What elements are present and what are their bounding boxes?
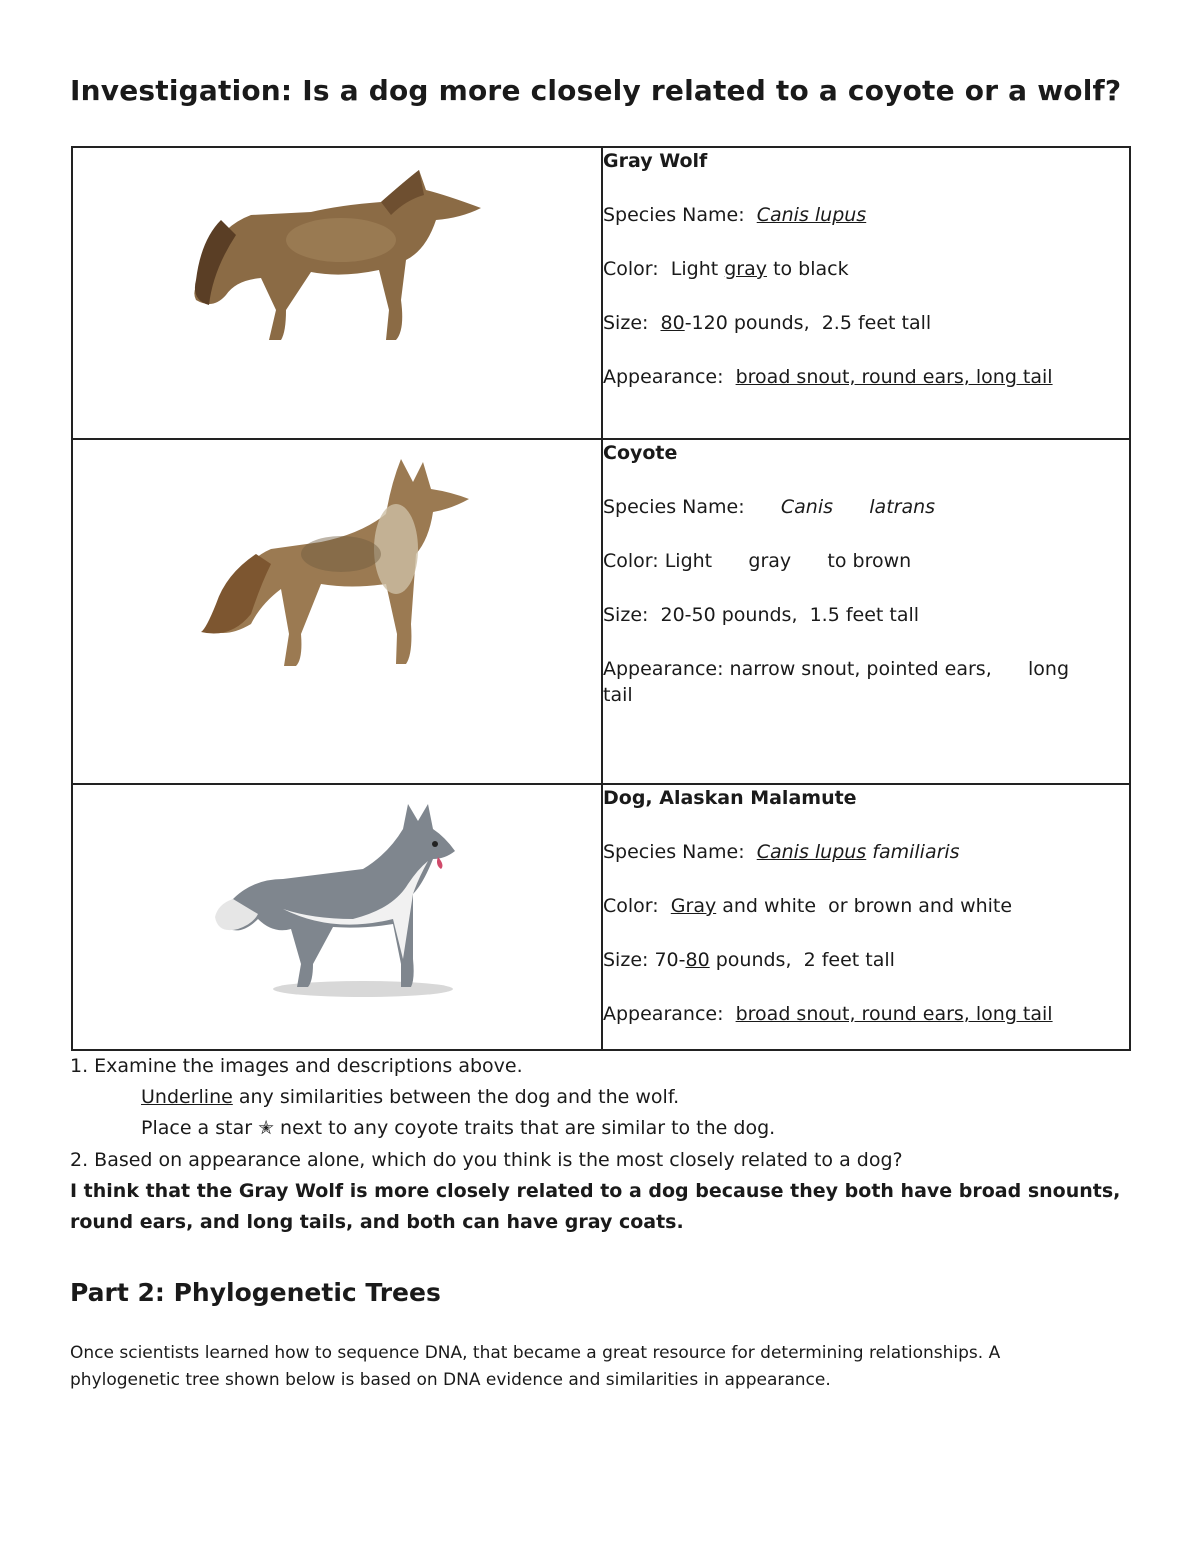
dog-color-underlined: Gray [670,895,717,917]
dog-illustration [213,799,463,999]
coyote-species-label: Species Name: [603,496,745,518]
animal-comparison-table [71,146,1131,1051]
coyote-species-genus: Canis [780,496,834,518]
page-title: Investigation: Is a dog more closely related to a coyote or a wolf? [70,74,1122,107]
wolf-appearance-line [603,364,1129,390]
wolf-description [602,147,1130,439]
dog-description [602,784,1130,1050]
coyote-description [602,439,1130,784]
coyote-appearance-tail2: tail [603,684,633,706]
table-row-dog [72,784,1130,1050]
wolf-name: Gray Wolf [603,150,708,172]
coyote-appearance-text: Appearance: narrow snout, pointed ears, [603,658,992,680]
wolf-image-cell [72,147,602,439]
coyote-appearance-line [603,656,1129,682]
coyote-species-line [603,494,1129,520]
wolf-color-pre: Light [670,258,719,280]
dog-name: Dog, Alaskan Malamute [603,787,857,809]
question-1a-rest: any similarities between the dog and the wolf. [238,1086,680,1108]
wolf-size-line [603,310,1129,336]
wolf-size-underlined: 80 [660,312,685,334]
dog-color-label: Color: [603,895,659,917]
student-answer: I think that the Gray Wolf is more closely related to a dog because they both have broad snounts, round ears, and long tails, and both can have gray coats. [70,1180,1121,1233]
question-1a [141,1082,679,1113]
wolf-color-line [603,256,1129,282]
dog-species-underlined: Canis lupus [756,841,867,863]
question-1a-underlined: Underline [141,1086,233,1108]
wolf-illustration [191,160,491,350]
coyote-species-epithet: latrans [869,496,936,518]
wolf-appearance-value: broad snout, round ears, long tail [735,366,1053,388]
question-1b: Place a star ✭ next to any coyote traits that are similar to the dog. [141,1117,776,1139]
wolf-species-value: Canis lupus [756,204,867,226]
wolf-size-post: -120 pounds, 2.5 feet tall [684,312,932,334]
coyote-color-label: Color: Light [603,550,713,572]
dog-appearance-label: Appearance: [603,1003,724,1025]
dog-size-post: pounds, 2 feet tall [715,949,895,971]
table-row-wolf [72,147,1130,439]
wolf-color-underlined: gray [724,258,768,280]
wolf-size-label: Size: [603,312,649,334]
question-1: 1. Examine the images and descriptions above. [70,1055,523,1077]
wolf-color-post: to black [773,258,849,280]
dog-image-cell [72,784,602,1050]
table-row-coyote [72,439,1130,784]
part2-heading: Part 2: Phylogenetic Trees [70,1278,441,1307]
coyote-image-cell [72,439,602,784]
dog-species-line [603,839,1129,865]
dog-color-line [603,893,1129,919]
coyote-color-post: to brown [827,550,912,572]
wolf-species-line [603,202,1129,228]
dog-species-label: Species Name: [603,841,745,863]
coyote-illustration [201,454,481,674]
dog-appearance-value: broad snout, round ears, long tail [735,1003,1053,1025]
dog-size-line [603,947,1129,973]
dog-species-post: familiaris [872,841,960,863]
coyote-color-mid: gray [748,550,792,572]
coyote-appearance-tail1: long [1028,658,1070,680]
coyote-color-line [603,548,1129,574]
dog-size-underlined: 80 [685,949,710,971]
coyote-name: Coyote [603,442,678,464]
dog-size-pre: Size: 70- [603,949,686,971]
wolf-appearance-label: Appearance: [603,366,724,388]
question-2: 2. Based on appearance alone, which do you think is the most closely related to a dog? [70,1149,903,1171]
part2-paragraph: Once scientists learned how to sequence DNA, that became a great resource for determining relationships. A phylogenetic tree shown below is based on DNA evidence and similarities in appearance. [70,1343,1001,1390]
dog-appearance-line [603,1001,1129,1027]
dog-color-post: and white or brown and white [722,895,1013,917]
wolf-species-label: Species Name: [603,204,745,226]
coyote-size-line: Size: 20-50 pounds, 1.5 feet tall [603,604,920,626]
wolf-color-label: Color: [603,258,659,280]
